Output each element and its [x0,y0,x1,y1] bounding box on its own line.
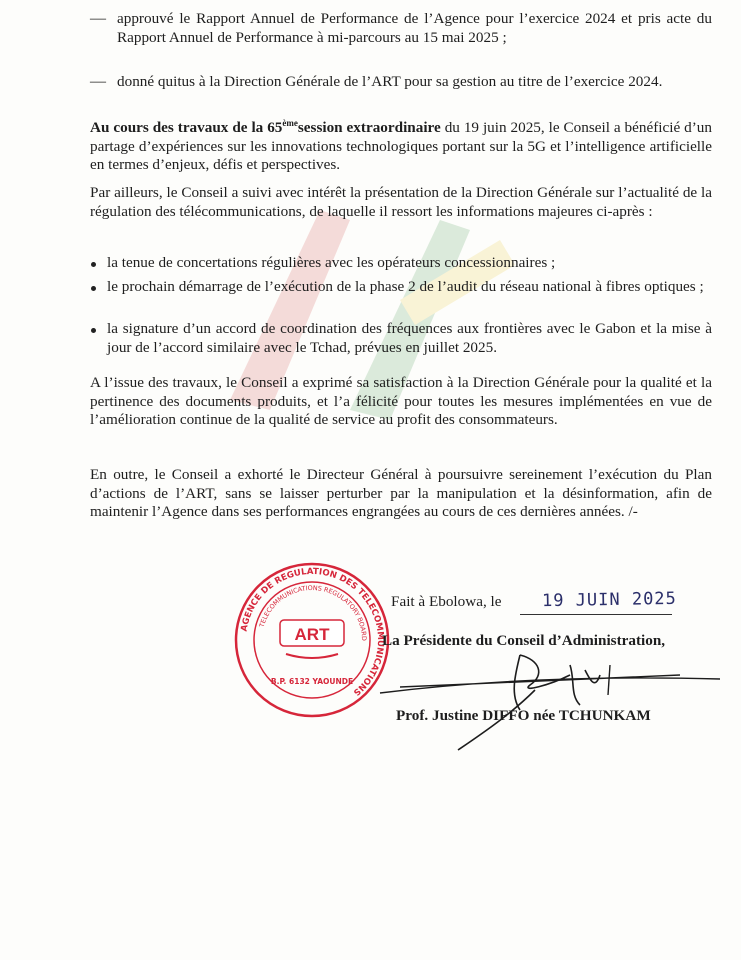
session-heading-b: session extraordinaire [297,119,441,136]
satisfaction-paragraph: A l’issue des travaux, le Conseil a exprimé sa satisfaction à la Direction Générale pour la qualité et la pertinence des documents produits, et l’a félicité pour toutes les mesures implémentées en vue de l’amélioration continue de la qualité de service au profit des consommateurs. [90,374,712,429]
official-stamp [232,560,392,720]
session-text: du 19 juin 2025, le Conseil a bénéficié d’un partage d’expériences sur les innovations technologiques portant sur la 5G et l’intelligence artificielle en termes d’enjeux, défis et perspectives. [90,119,712,174]
bullet-text: le prochain démarrage de l’exécution de la phase 2 de l’audit du réseau national à fibres optiques ; [107,278,704,295]
dash-item-text: donné quitus à la Direction Générale de l’ART pour sa gestion au titre de l’exercice 2024. [117,73,663,90]
handwritten-signature [370,635,730,755]
dash-mark: — [90,10,106,27]
bullet-dot [91,328,96,333]
session-paragraph [90,119,712,175]
signatory-name: Prof. Justine DIFFO née TCHUNKAM [396,707,651,724]
bullet-text: la signature d’un accord de coordination des fréquences aux frontières avec le Gabon et la mise à jour de l’accord similaire avec le Tchad, prévues en juillet 2025. [107,320,712,356]
dash-item [90,73,712,113]
dash-item-text: approuvé le Rapport Annuel de Performance de l’Agence pour l’exercice 2024 et pris acte du Rapport Annuel de Performance à mi-parcours au 15 mai 2025 ; [117,10,712,46]
dash-item [90,10,712,66]
stamp-inner-text: TELECOMMUNICATIONS REGULATORY BOARD [257,583,369,641]
bullet-text: la tenue de concertations régulières avec les opérateurs concessionnaires ; [107,254,556,271]
intro-paragraph: Par ailleurs, le Conseil a suivi avec intérêt la présentation de la Direction Générale sur l’actualité de la régulation des télécommunications, de laquelle il ressort les informations majeures ci-après : [90,184,712,220]
ordinal-suffix: ème [282,118,298,128]
dash-mark: — [90,73,106,90]
handwritten-date: 19 JUIN 2025 [541,588,677,612]
exhort-paragraph: En outre, le Conseil a exhorté le Directeur Général à poursuivre sereinement l’exécution du Plan d’actions de l’ART, sans se laisser perturber par la manipulation et la désinformation, afin de maintenir l’Agence dans ses performances engrangées au cours de ces dernières années. /- [90,466,712,521]
session-heading [90,119,441,136]
bullet-dot [91,286,96,291]
bullet-dot [91,262,96,267]
stamp-bottom-text: B.P. 6132 YAOUNDE [270,677,354,686]
place-label: Fait à Ebolowa, le [391,593,502,610]
session-heading-a: Au cours des travaux de la 65 [90,119,283,136]
signatory-role: La Présidente du Conseil d’Administration, [382,632,666,649]
date-underline [520,614,672,615]
stamp-center-text: ART [294,625,330,644]
stamp-outer-text: AGENCE DE REGULATION DES TELECOMMUNICATIONS [239,566,386,698]
